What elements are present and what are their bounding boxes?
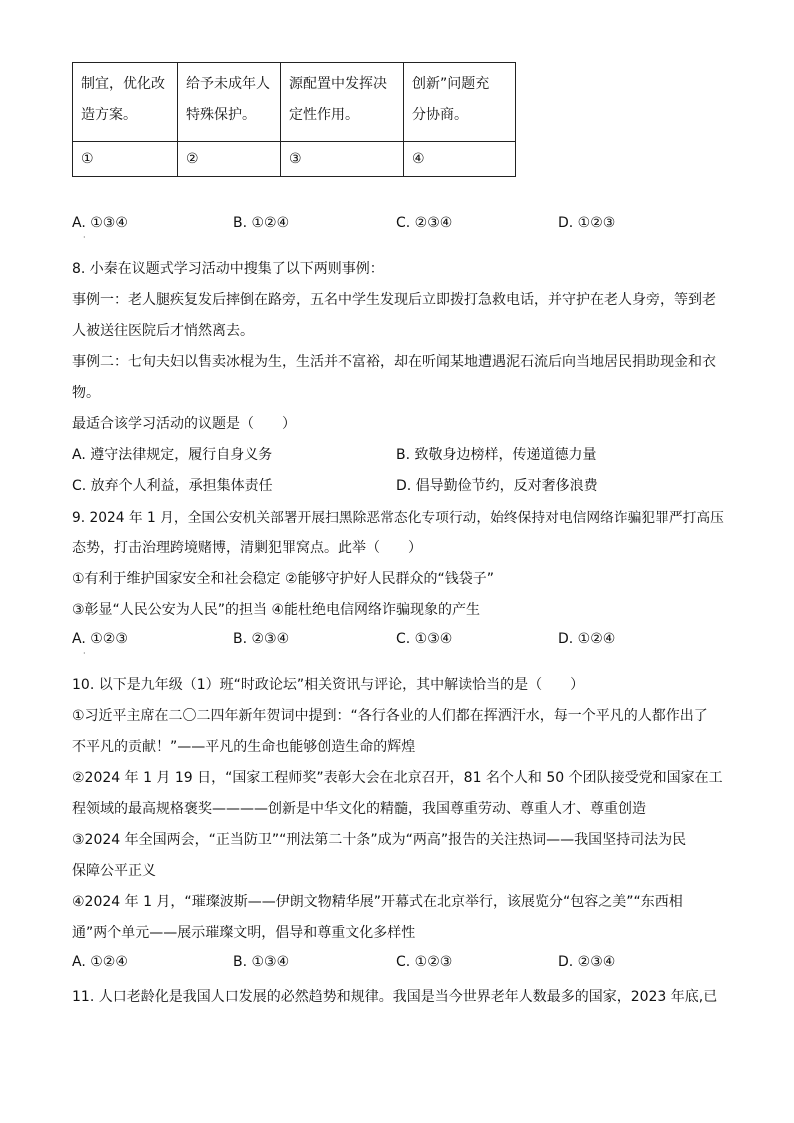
table-cell: ② (178, 142, 281, 177)
q10-item2-line1: ②2024 年 1 月 19 日，“国家工程师奖”表彰大会在北京召开，81 名个人和 50 个团队接受党和国家在工 (72, 770, 723, 786)
q9-option-d[interactable]: D. ①②④ (558, 631, 616, 647)
q7-option-c[interactable]: C. ②③④ (396, 215, 453, 231)
q7-option-b[interactable]: B. ①②④ (233, 215, 290, 231)
q8-option-b[interactable]: B. 致敬身边榜样，传递道德力量 (396, 447, 597, 463)
cell-line: 特殊保护。 (186, 107, 256, 123)
q11-stem-line1: 11. 人口老龄化是我国人口发展的必然趋势和规律。我国是当今世界老年人数最多的国家，2023 年底,已 (72, 989, 718, 1005)
table-cell: ④ (404, 142, 516, 177)
q8-option-a[interactable]: A. 遵守法律规定，履行自身义务 (72, 447, 273, 463)
table-cell (281, 63, 404, 142)
options-table (72, 62, 516, 177)
table-cell (178, 63, 281, 142)
scan-dot: · (83, 233, 86, 242)
q8-case1-line2: 人被送往医院后才悄然离去。 (72, 323, 254, 339)
q10-option-c[interactable]: C. ①②③ (396, 954, 453, 970)
q9-statements-1: ①有利于维护国家安全和社会稳定 ②能够守护好人民群众的“钱袋子” (72, 571, 495, 587)
q10-item3-line2: 保障公平正义 (72, 863, 156, 879)
q10-option-b[interactable]: B. ①③④ (233, 954, 290, 970)
q9-option-a[interactable]: A. ①②③ (72, 631, 128, 647)
q8-option-d[interactable]: D. 倡导勤俭节约，反对奢侈浪费 (396, 478, 598, 494)
q10-item4-line1: ④2024 年 1 月，“璀璨波斯——伊朗文物精华展”开幕式在北京举行，该展览分“包容之美”“东西相 (72, 894, 683, 910)
q10-item4-line2: 通”两个单元——展示璀璨文明，倡导和尊重文化多样性 (72, 925, 416, 941)
table-cell: ① (73, 142, 178, 177)
q10-item3-line1: ③2024 年全国两会，“正当防卫”“刑法第二十条”成为“两高”报告的关注热词——我国坚持司法为民 (72, 832, 687, 848)
table-cell (73, 63, 178, 142)
q9-stem-line1: 9. 2024 年 1 月，全国公安机关部署开展扫黑除恶常态化专项行动，始终保持对电信网络诈骗犯罪严打高压 (72, 510, 724, 526)
cell-line: 分协商。 (412, 107, 468, 123)
q8-option-c[interactable]: C. 放弃个人利益，承担集体责任 (72, 478, 273, 494)
q10-option-d[interactable]: D. ②③④ (558, 954, 616, 970)
q10-option-a[interactable]: A. ①②④ (72, 954, 128, 970)
q9-option-c[interactable]: C. ①③④ (396, 631, 453, 647)
table-row (73, 63, 516, 142)
q10-stem: 10. 以下是九年级（1）班“时政论坛”相关资讯与评论，其中解读恰当的是（ ） (72, 677, 585, 693)
cell-line: 定性作用。 (289, 107, 359, 123)
q9-statements-2: ③彰显“人民公安为人民”的担当 ④能杜绝电信网络诈骗现象的产生 (72, 602, 481, 618)
q8-case1-line1: 事例一：老人腿疾复发后摔倒在路旁，五名中学生发现后立即拨打急救电话，并守护在老人身旁，等到老 (72, 292, 716, 308)
q8-case2-line1: 事例二：七旬夫妇以售卖冰棍为生，生活并不富裕，却在听闻某地遭遇泥石流后向当地居民捐助现金和衣 (72, 354, 716, 370)
q8-stem: 8. 小秦在议题式学习活动中搜集了以下两则事例： (72, 261, 384, 277)
q9-option-b[interactable]: B. ②③④ (233, 631, 290, 647)
q10-item2-line2: 程领域的最高规格褒奖————创新是中华文化的精髓，我国尊重劳动、尊重人才、尊重创造 (72, 801, 646, 817)
cell-line: 制宜，优化改 (81, 76, 165, 92)
scan-dot: · (83, 649, 86, 658)
q8-case2-line2: 物。 (72, 385, 100, 401)
cell-line: 造方案。 (81, 107, 137, 123)
cell-line: 给予未成年人 (186, 76, 270, 92)
q8-ask: 最适合该学习活动的议题是（ ） (72, 416, 296, 432)
table-row (73, 142, 516, 177)
q7-option-a[interactable]: A. ①③④ (72, 215, 128, 231)
q9-stem-line2: 态势，打击治理跨境赌博，清剿犯罪窝点。此举（ ） (72, 540, 422, 556)
q7-option-d[interactable]: D. ①②③ (558, 215, 616, 231)
q10-item1-line1: ①习近平主席在二〇二四年新年贺词中提到：“各行各业的人们都在挥洒汗水，每一个平凡的人都作出了 (72, 708, 708, 724)
q10-item1-line2: 不平凡的贡献！”——平凡的生命也能够创造生命的辉煌 (72, 739, 416, 755)
table-cell: ③ (281, 142, 404, 177)
table-cell (404, 63, 516, 142)
cell-line: 源配置中发挥决 (289, 76, 387, 92)
cell-line: 创新”问题充 (412, 76, 490, 92)
